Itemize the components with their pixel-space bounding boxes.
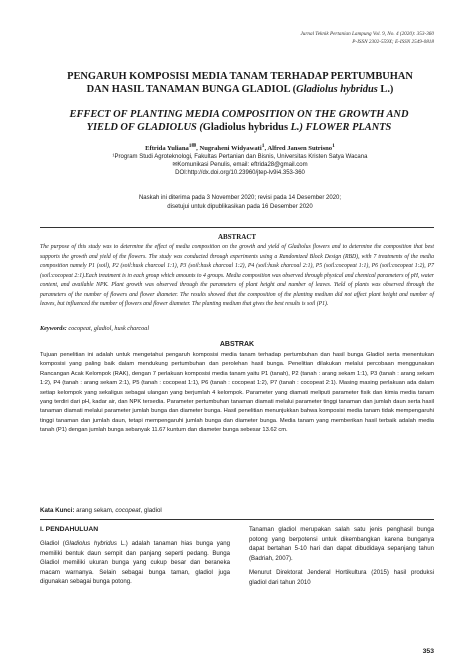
kata-kunci-1: arang sekam, bbox=[74, 507, 116, 514]
kata-kunci bbox=[40, 506, 434, 515]
title-en-text: EFFECT OF PLANTING MEDIA COMPOSITION ON THE GROWTH AND YIELD OF GLADIOLUS ( bbox=[69, 109, 409, 133]
intro-p1-post: L.) adalah tanaman hias bunga yang memiliki bentuk daun sempit dan panjang seperti pedang. Bunga Gladiol memiliki ukuran bunga yang cukup besar dan beraneka macam warnanya. Selain sebagai bunga taman, gladiol juga digunakan sebagai bunga potong. bbox=[40, 540, 230, 586]
author-3-sup: 1 bbox=[332, 143, 335, 149]
abstrak-text: Tujuan penelitian ini adalah untuk mengetahui pengaruh komposisi media tanam terhadap pertumbuhan dan hasil bunga Gladiol serta menentukan komposisi yang paling baik dalam mendukung pertumbuhan dan perolehan hasil bunga. Penelitian dilakukan melalui percobaan menggunakan Rancangan Acak Kelompok (RAK), dengan 7 perlakuan komposisi media tanam yaitu P1 (tanah), P2 (tanah : arang sekam 1:1), P3 (tanah : arang sekam 1:2), P4 (tanah : arang sekam 2:1), P5 (tanah : cocopeat 1:1), P6 (tanah : cocopeat 1:2), P7 (tanah : cocopeat 2:1). Masing masing perlakuan ada dalam setiap kelompok yang sekaligus sebagai ulangan yang berjumlah 4 kelompok. Parameter yang diamati meliputi parameter fisik dan kimia media tanam yang terdiri dari pH, kadar air, dan NPK tersedia. Parameter pertumbuhan tanaman diamati melalui parameter tinggi tanaman dan jumlah daun serta hasil tanaman diamati melalui parameter jumlah bunga dan diameter bunga. Hasil penelitian menunjukkan bahwa komposisi media tanam tidak mempengaruhi tinggi tanaman dan jumlah daun, tetapi mempengaruhi jumlah bunga dan diameter bunga. Media tanam yang memberikan hasil terbaik adalah media tanah (P1) dengan jumlah bunga sebanyak 11.67 kuntum dan diameter bunga sebesar 13.62 cm. bbox=[40, 352, 434, 434]
title-english bbox=[56, 108, 422, 134]
dates-line-2: disetujui untuk dipublikasikan pada 16 Desember 2020 bbox=[167, 203, 313, 210]
page-number: 353 bbox=[422, 648, 434, 655]
right-column-text bbox=[249, 525, 434, 588]
left-column bbox=[40, 525, 230, 592]
title-en-species: Gladiolus hybridus bbox=[202, 122, 288, 133]
corresponding-email: ✉Komunikasi Penulis, email: eftrida28@gmail.com bbox=[172, 162, 308, 169]
title-en-suffix: L.) FLOWER PLANTS bbox=[287, 122, 392, 133]
intro-p1-species: Gladiolus hybridus bbox=[64, 540, 117, 547]
title-id-species: Gladiolus hybridus bbox=[296, 84, 378, 95]
author-list bbox=[60, 142, 420, 153]
journal-issn: P-ISSN 2302-559X; E-ISSN 2549-0818 bbox=[352, 39, 434, 45]
abstrak-heading: ABSTRAK bbox=[219, 341, 255, 348]
abstract-heading: ABSTRACT bbox=[217, 233, 257, 241]
right-column bbox=[249, 525, 434, 593]
affiliation-line: ¹Program Studi Agroteknologi, Fakultas Pertanian dan Bisnis, Universitas Kristen Satya Wacana bbox=[112, 154, 368, 160]
author-1-sup: 1✉ bbox=[188, 143, 197, 149]
intro-paragraph-2: Tanaman gladiol merupakan salah satu jenis penghasil bunga potong yang berpotensi untuk dikembangkan karena bunganya dapat bertahan 5-10 hari dan dapat dibudidaya sepanjang tahun (Badriah, 2007). bbox=[249, 526, 434, 562]
submission-dates bbox=[60, 194, 420, 211]
title-id-suffix: L.) bbox=[377, 84, 394, 95]
intro-paragraph-1 bbox=[40, 539, 230, 587]
intro-p1-pre: Gladiol ( bbox=[40, 540, 65, 547]
divider-bottom bbox=[40, 519, 434, 520]
kata-kunci-label: Kata Kunci: bbox=[40, 507, 75, 514]
keywords-label: Keywords: bbox=[40, 325, 67, 332]
doi-link[interactable]: DOI:http://dx.doi.org/10.23960/jtep-lv9i4.353-360 bbox=[175, 170, 305, 177]
journal-name: Jurnal Teknik Pertanian Lampung Vol. 9, No. 4 (2020): 353-360 bbox=[300, 31, 434, 37]
title-indonesian bbox=[60, 70, 420, 96]
kata-kunci-2: cocopeat bbox=[115, 507, 141, 514]
author-2: , Nugraheni Widyawati bbox=[196, 145, 262, 153]
keywords-text: cocopeat, gladiol, husk charcoal bbox=[66, 325, 150, 332]
kata-kunci-3: , gladiol bbox=[140, 507, 162, 514]
divider-top bbox=[40, 227, 434, 228]
title-id-text: PENGARUH KOMPOSISI MEDIA TANAM TERHADAP PERTUMBUHAN DAN HASIL TANAMAN BUNGA GLADIOL ( bbox=[67, 71, 413, 95]
keywords bbox=[40, 324, 434, 333]
journal-header bbox=[300, 30, 434, 46]
dates-line-1: Naskah ini diterima pada 3 November 2020; revisi pada 14 Desember 2020; bbox=[138, 195, 342, 201]
section-heading-pendahuluan: I. PENDAHULUAN bbox=[40, 526, 99, 533]
author-2-sup: 1 bbox=[261, 143, 265, 149]
affiliation-block bbox=[60, 153, 420, 178]
author-3: , Alfred Jansen Sutrisno bbox=[264, 145, 333, 153]
author-1: Eftrida Yuliana bbox=[145, 145, 189, 153]
intro-paragraph-3: Menurut Direktorat Jenderal Hortikultura (2015) hasil produksi gladiol dari tahun 2010 bbox=[249, 569, 434, 586]
abstract-text: The purpose of this study was to determine the effect of media composition on the growth and yield of Gladiolus flowers and to determine the composition that best supports the growth and yield of the flowers. The study was conducted through experiments using a Randomized Block Design (RBD), with 7 treatments of the media composition namely P1 (soil), P2 (soil:husk charcoal 1:1), P3 (soil:husk charcoal 1:2), P4 (soil:husk charcoal 2:1), P5 (soil:cocopeat 1:1), P6 (soil:cocopeat 1:2), P7 (soil:cocopeat 2:1).Each treatment is in each group which amounts to 4 groups. Media composition was observed through physical and chemical parameters of pH, water content, and available NPK. Plant growth was observed through the parameters of plant height and number of leaves. Yield of plants was observed through the parameters of the number of flowers and flower diameter. The results showed that the composition of the planting medium did not affect plant height and number of leaves, but influenced the number of flowers and flower diameter. The planting medium that gives the best results is soil (P1). bbox=[40, 244, 434, 307]
